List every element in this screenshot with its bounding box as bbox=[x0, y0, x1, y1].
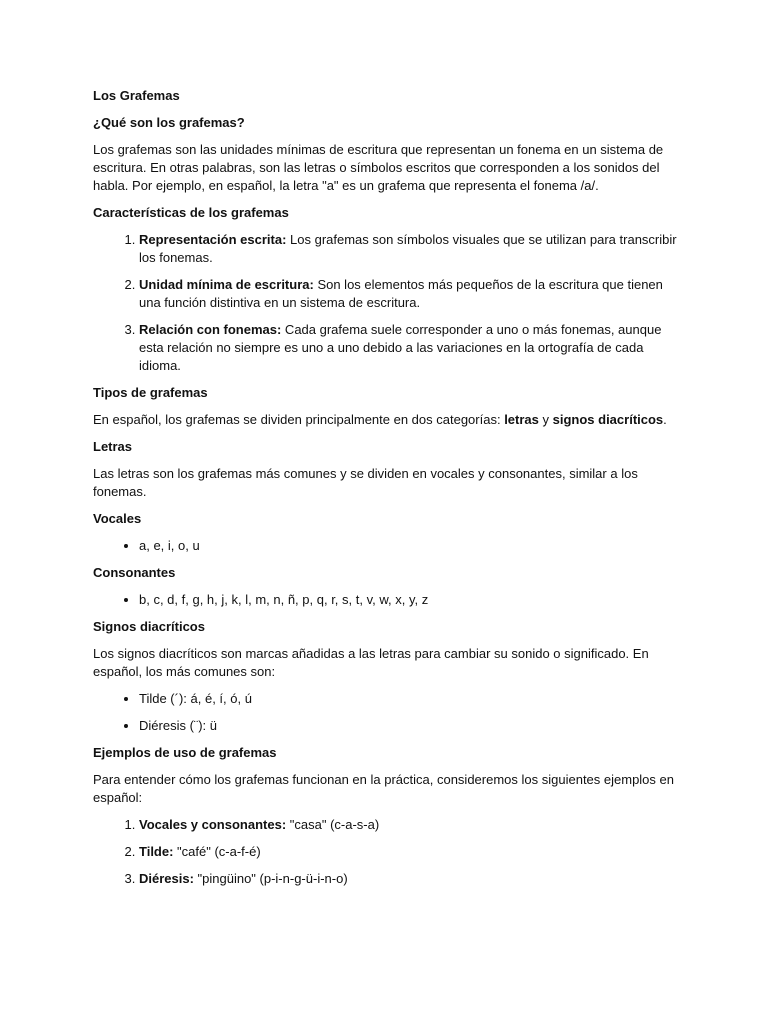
list-item bbox=[139, 276, 683, 312]
section-heading-diacritics: Signos diacríticos bbox=[93, 619, 205, 634]
section-heading-types: Tipos de grafemas bbox=[93, 385, 208, 400]
section-heading-vowels: Vocales bbox=[93, 511, 142, 526]
vowels-list bbox=[93, 537, 683, 555]
diacritics-list bbox=[93, 690, 683, 735]
list-item-term: Relación con fonemas: bbox=[139, 322, 282, 337]
list-item-term: Tilde: bbox=[139, 844, 174, 859]
intro-paragraph: Los grafemas son las unidades mínimas de escritura que representan un fonema en un sistema de escritura. En otras palabras, son las letras o símbolos escritos que corresponden a los sonidos del habla. Por ejemplo, en español, la letra "a" es un grafema que representa el fonema /a/. bbox=[93, 142, 664, 193]
section-heading-letters: Letras bbox=[93, 439, 133, 454]
types-bold-letters: letras bbox=[504, 412, 539, 427]
list-item: • Diéresis (¨): ü bbox=[139, 717, 683, 735]
section-heading-examples: Ejemplos de uso de grafemas bbox=[93, 745, 277, 760]
types-text-1: En español, los grafemas se dividen principalmente en dos categorías: bbox=[93, 412, 505, 427]
consonants-list bbox=[93, 591, 683, 609]
list-item: • a, e, i, o, u bbox=[139, 537, 683, 555]
document-title: Los Grafemas bbox=[93, 88, 180, 103]
examples-paragraph: Para entender cómo los grafemas funcionan en la práctica, consideremos los siguientes ejemplos en español: bbox=[93, 772, 674, 805]
section-heading-what: ¿Qué son los grafemas? bbox=[93, 115, 245, 130]
list-item: • Tilde (´): á, é, í, ó, ú bbox=[139, 690, 683, 708]
examples-list bbox=[93, 816, 683, 888]
list-item-text: "café" (c-a-f-é) bbox=[173, 844, 261, 859]
section-heading-consonants: Consonantes bbox=[93, 565, 176, 580]
list-item-term: Diéresis: bbox=[139, 871, 194, 886]
list-item bbox=[139, 321, 683, 375]
list-item-term: Vocales y consonantes: bbox=[139, 817, 287, 832]
characteristics-list bbox=[93, 231, 683, 375]
document-body bbox=[93, 87, 683, 897]
list-item-text: Son los elementos más pequeños de la escritura que tienen una función distintiva en un sistema de escritura. bbox=[139, 277, 663, 310]
list-item-text: "pingüino" (p-i-n-g-ü-i-n-o) bbox=[193, 871, 348, 886]
list-item-term: Representación escrita: bbox=[139, 232, 287, 247]
types-bold-diacritics: signos diacríticos bbox=[552, 412, 664, 427]
list-item-term: Unidad mínima de escritura: bbox=[139, 277, 314, 292]
types-text-2: y bbox=[538, 412, 553, 427]
list-item bbox=[139, 816, 683, 834]
list-item: • b, c, d, f, g, h, j, k, l, m, n, ñ, p, q, r, s, t, v, w, x, y, z bbox=[139, 591, 683, 609]
types-paragraph bbox=[93, 411, 683, 429]
list-item-text: "casa" (c-a-s-a) bbox=[286, 817, 380, 832]
list-item-text: Cada grafema suele corresponder a uno o más fonemas, aunque esta relación no siempre es uno a uno debido a las variaciones en la ortografía de cada idioma. bbox=[139, 322, 662, 373]
list-item bbox=[139, 870, 683, 888]
list-item bbox=[139, 231, 683, 267]
diacritics-paragraph: Los signos diacríticos son marcas añadidas a las letras para cambiar su sonido o significado. En español, los más comunes son: bbox=[93, 646, 649, 679]
list-item-text: Los grafemas son símbolos visuales que se utilizan para transcribir los fonemas. bbox=[139, 232, 677, 265]
letters-paragraph: Las letras son los grafemas más comunes y se dividen en vocales y consonantes, similar a los fonemas. bbox=[93, 466, 638, 499]
types-text-3: . bbox=[663, 412, 667, 427]
section-heading-characteristics: Características de los grafemas bbox=[93, 205, 289, 220]
list-item bbox=[139, 843, 683, 861]
